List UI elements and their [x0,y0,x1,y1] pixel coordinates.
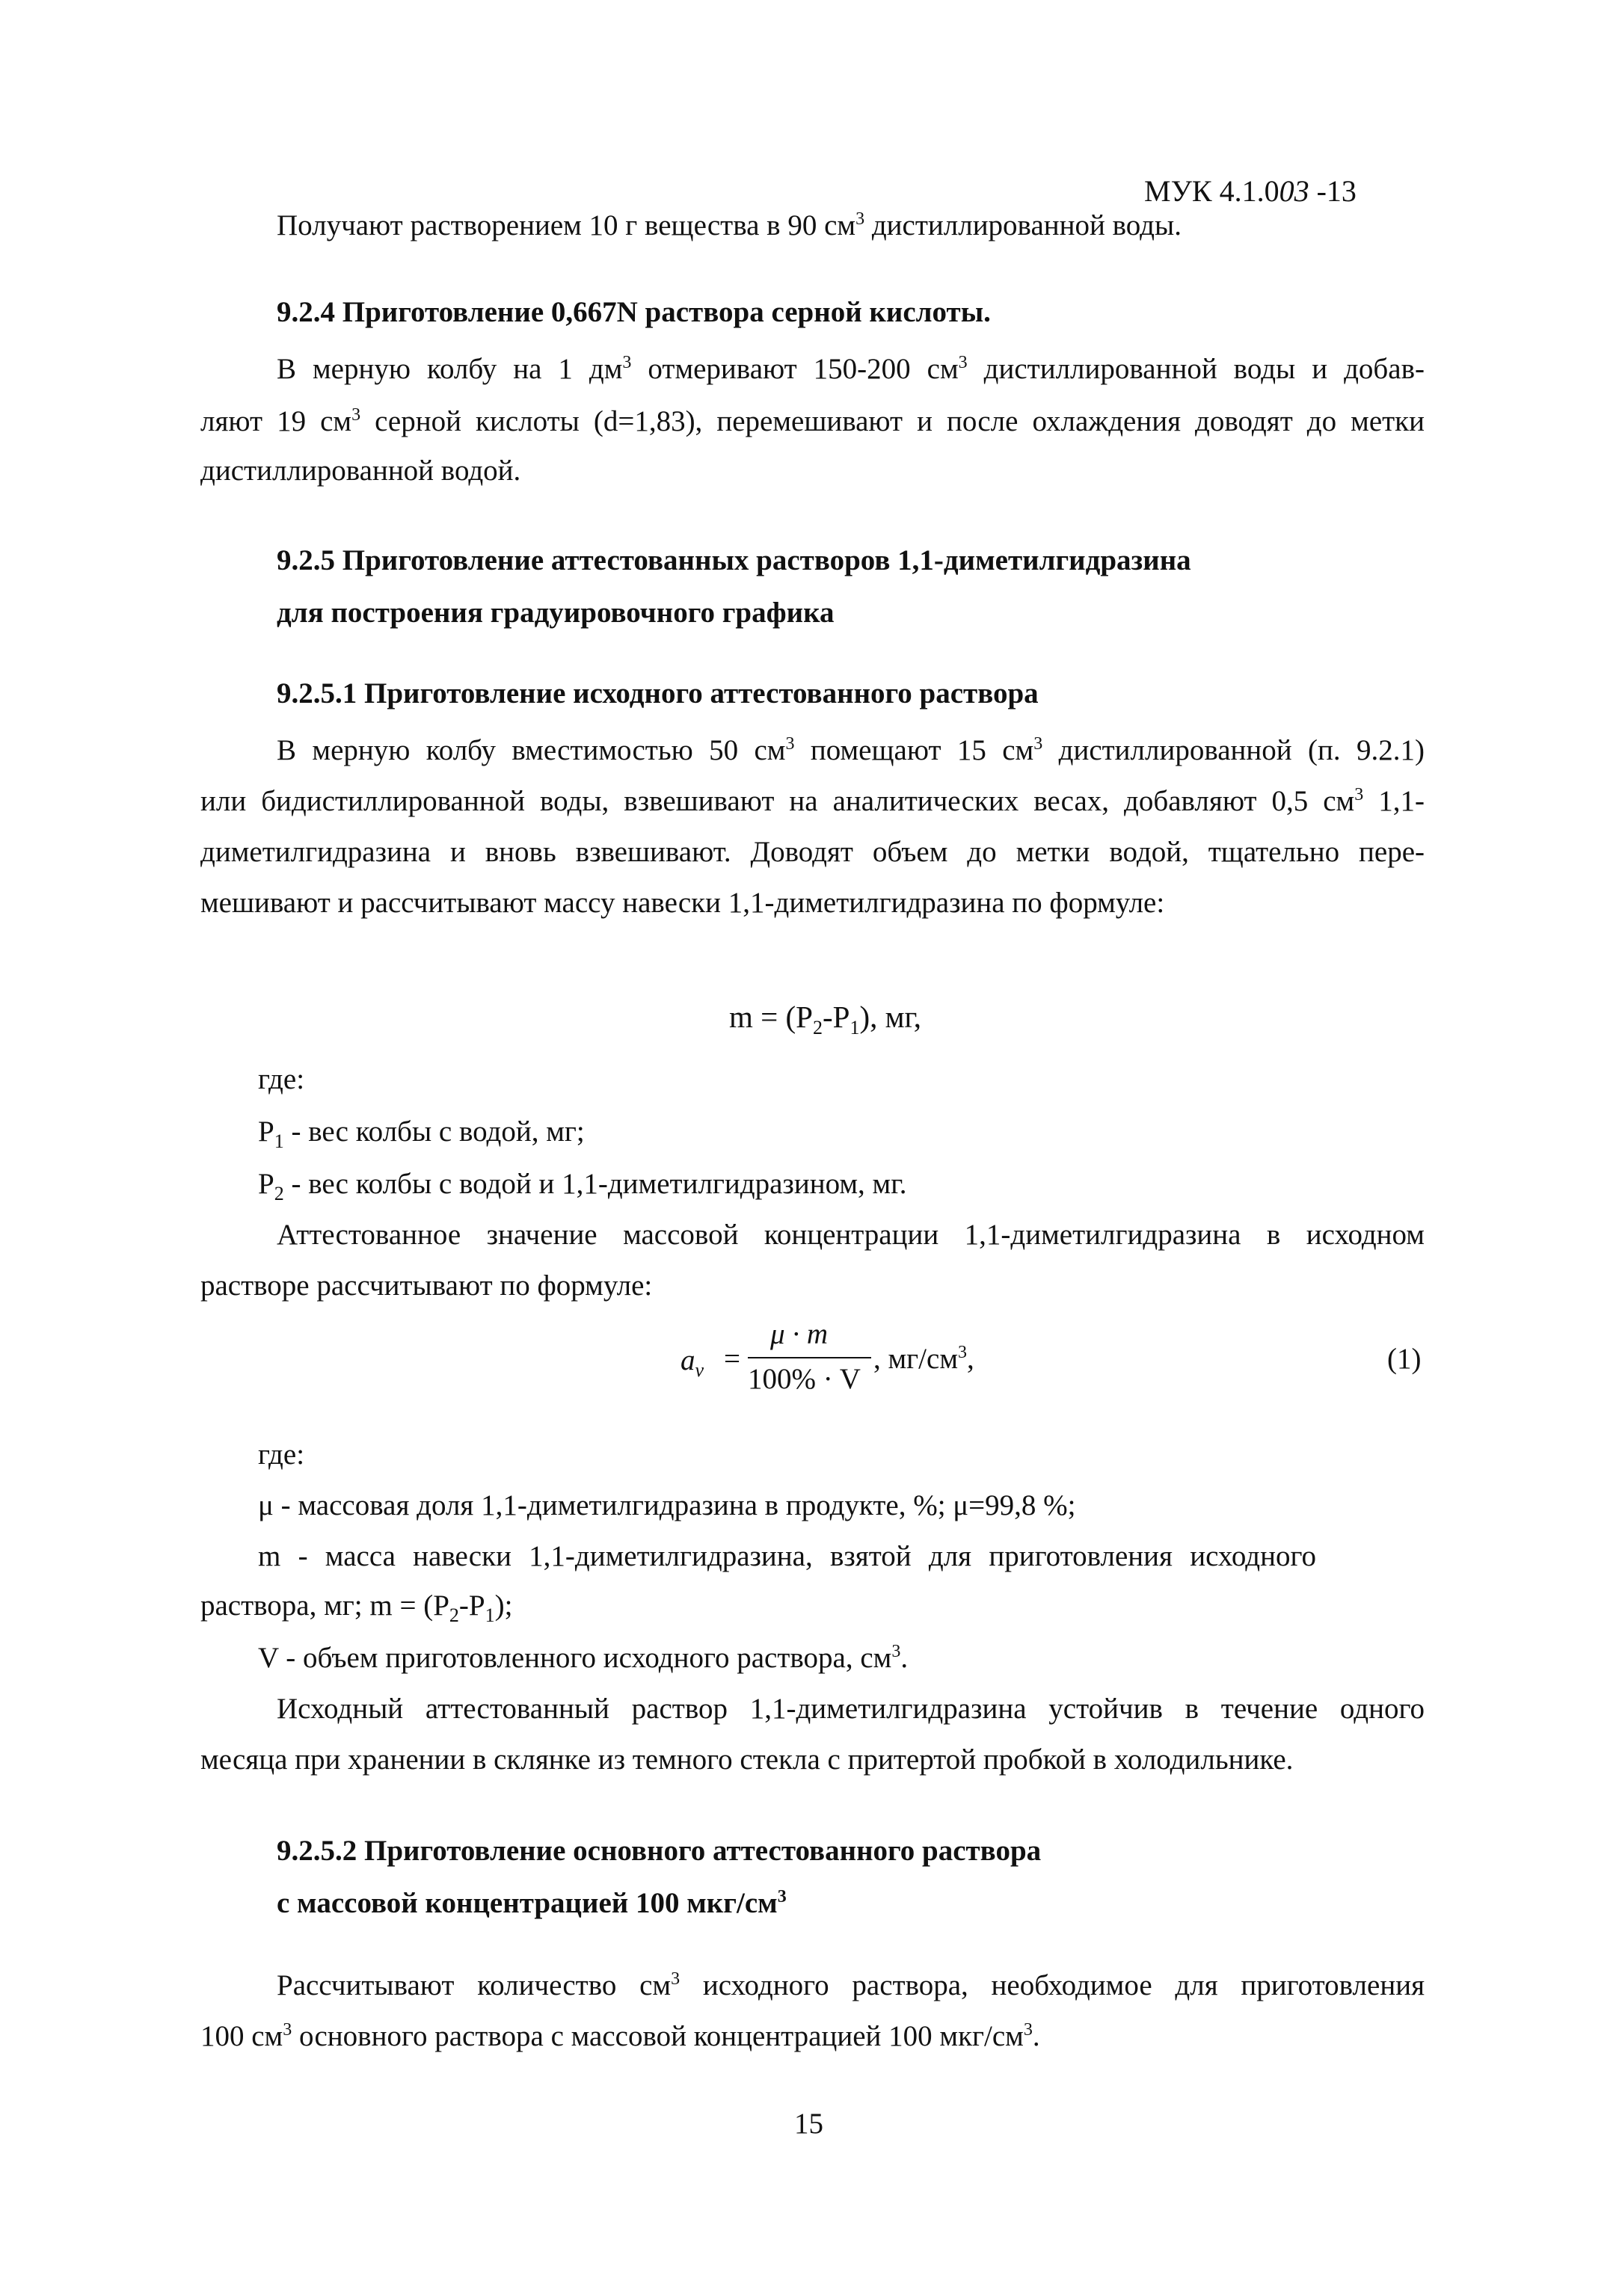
section-heading-9-2-5-cont: для построения градуировочного графика [277,597,835,629]
formula-denominator: 100% · V [748,1363,861,1395]
attested-value-line-1: Аттестованное значение массовой концентрации 1,1-диметилгидразина в исходном [277,1219,1425,1251]
formula-numerator: μ · m [770,1318,828,1350]
document-code-prefix: МУК 4.1.0 [1144,174,1279,208]
paragraph-9-2-5-1-line-2: или бидистиллированной воды, взвешивают на аналитических весах, добавляют 0,5 $см^3$ 1,1- [200,785,1425,817]
section-heading-9-2-5-2: 9.2.5.2 Приготовление основного аттестованного раствора [277,1835,1042,1867]
formula-m: $m = (P_2-P_1)$, мг, [729,1000,921,1039]
page-number: 15 [794,2108,823,2140]
paragraph-9-2-5-2-line-2: 100 $см^3$ основного раствора с массовой концентрацией 100 мкг/$см^3$. [200,2020,1040,2052]
section-heading-9-2-5-2-cont: с массовой концентрацией 100 мкг/$см^3$ [277,1887,787,1919]
formula-lhs: $a_v$ [680,1344,704,1381]
document-code [1144,173,1357,209]
section-heading-9-2-5-1: 9.2.5.1 Приготовление исходного аттестованного раствора [277,677,1039,710]
definition-v: V - объем приготовленного исходного раствора, $см^3$. [258,1642,909,1674]
document-code-suffix: -13 [1309,174,1357,208]
attested-value-line-2: растворе рассчитывают по формуле: [200,1269,653,1302]
intro-line: Получают растворением 10 г вещества в 90 $см^3$ дистиллированной воды. [277,209,1182,241]
stability-line-2: месяца при хранении в склянке из темного стекла с притертой пробкой в холодильнике. [200,1743,1294,1776]
definition-mu: μ - массовая доля 1,1-диметилгидразина в продукте, %; μ=99,8 %; [258,1489,1076,1521]
paragraph-9-2-4-line-2: ляют 19 $см^3$ серной кислоты (d=1,83), перемешивают и после охлаждения доводят до метки [200,405,1425,437]
paragraph-9-2-5-2-line-1: Рассчитывают количество $см^3$ исходного раствора, необходимое для приготовления [277,1969,1425,2001]
paragraph-9-2-5-1-line-4: мешивают и рассчитывают массу навески 1,1-диметилгидразина по формуле: [200,887,1165,919]
formula-number: (1) [1387,1343,1422,1375]
formula-equals: = [724,1343,740,1375]
definition-p2: $P_2$ - вес колбы с водой и 1,1-диметилгидразином, мг. [258,1168,907,1204]
where-label-2: где: [258,1438,305,1471]
document-code-handwritten: 03 [1279,174,1309,208]
definition-m-line-2: раствора, мг; $m = (P_2-P_1)$; [200,1589,513,1626]
formula-unit: , $мг/см^3$, [873,1343,974,1375]
where-label-1: где: [258,1063,305,1095]
definition-p1: $P_1$ - вес колбы с водой, мг; [258,1115,585,1152]
formula-fraction-bar [748,1357,871,1358]
section-heading-9-2-5: 9.2.5 Приготовление аттестованных растворов 1,1-диметилгидразина [277,544,1191,576]
section-heading-9-2-4: 9.2.4 Приготовление 0,667N раствора серной кислоты. [277,296,991,328]
paragraph-9-2-5-1-line-3: диметилгидразина и вновь взвешивают. Доводят объем до метки водой, тщательно пере- [200,836,1425,868]
paragraph-9-2-4-line-1: В мерную колбу на 1 $дм^3$ отмеривают 150-200 $см^3$ дистиллированной воды и добав- [277,353,1425,385]
stability-line-1: Исходный аттестованный раствор 1,1-диметилгидразина устойчив в течение одного [277,1693,1425,1725]
paragraph-9-2-4-line-3: дистиллированной водой. [200,455,521,487]
paragraph-9-2-5-1-line-1: В мерную колбу вместимостью 50 $см^3$ помещают 15 $см^3$ дистиллированной (п. 9.2.1) [277,734,1425,766]
definition-m-line-1: m - масса навески 1,1-диметилгидразина, взятой для приготовления исходного [258,1540,1316,1572]
